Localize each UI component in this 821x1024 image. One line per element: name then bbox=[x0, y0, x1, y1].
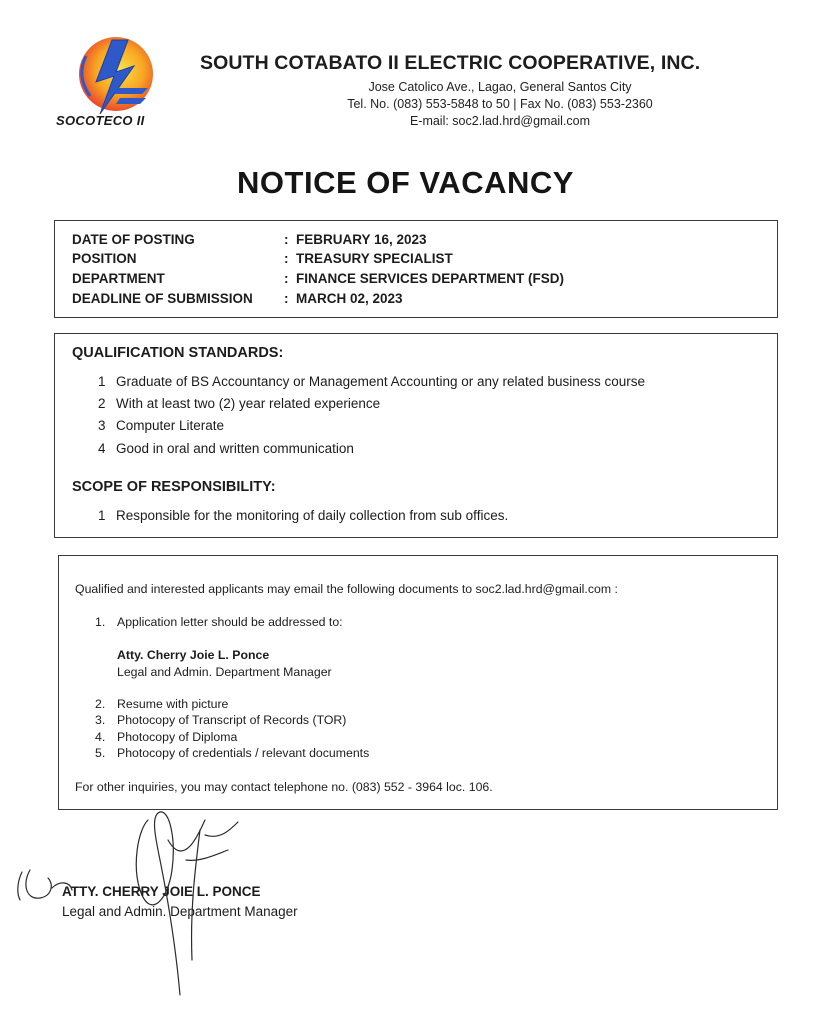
organization-phones: Tel. No. (083) 553-5848 to 50 | Fax No. (083) 553-2360 bbox=[347, 97, 653, 111]
detail-label: DEADLINE OF SUBMISSION bbox=[72, 291, 253, 306]
list-item: Photocopy of Transcript of Records (TOR) bbox=[117, 713, 347, 727]
detail-label: DATE OF POSTING bbox=[72, 232, 195, 247]
scope-heading: SCOPE OF RESPONSIBILITY: bbox=[72, 479, 276, 495]
list-item-number: 2. bbox=[95, 697, 106, 711]
organization-email: E-mail: soc2.lad.hrd@gmail.com bbox=[409, 114, 591, 128]
logo-wordmark: SOCOTECO II bbox=[56, 113, 145, 128]
detail-colon: : bbox=[284, 291, 289, 306]
list-item: Computer Literate bbox=[116, 418, 225, 433]
list-item-number: 4 bbox=[98, 441, 106, 456]
list-item: With at least two (2) year related experience bbox=[116, 396, 381, 411]
list-item-number: 4. bbox=[95, 730, 106, 744]
detail-label: DEPARTMENT bbox=[72, 271, 165, 286]
list-item: Resume with picture bbox=[117, 697, 229, 711]
detail-colon: : bbox=[284, 271, 289, 286]
detail-colon: : bbox=[284, 232, 289, 247]
list-item: Responsible for the monitoring of daily collection from sub offices. bbox=[116, 508, 509, 523]
list-item: Photocopy of credentials / relevant documents bbox=[117, 746, 370, 760]
vacancy-details-box bbox=[54, 220, 778, 318]
list-item-number: 3. bbox=[95, 713, 106, 727]
list-item: Photocopy of Diploma bbox=[117, 730, 238, 744]
list-item: Application letter should be addressed to: bbox=[117, 615, 343, 629]
page-title: NOTICE OF VACANCY bbox=[237, 165, 574, 200]
detail-colon: : bbox=[284, 251, 289, 266]
detail-value: FINANCE SERVICES DEPARTMENT (FSD) bbox=[296, 271, 565, 286]
detail-value: MARCH 02, 2023 bbox=[296, 291, 403, 306]
application-instructions-box bbox=[58, 555, 778, 810]
list-item: Graduate of BS Accountancy or Management Accounting or any related business course bbox=[116, 374, 646, 389]
addressee-name: Atty. Cherry Joie L. Ponce bbox=[117, 648, 270, 662]
application-intro: Qualified and interested applicants may email the following documents to soc2.lad.hrd@gmail.com : bbox=[75, 582, 618, 596]
list-item-number: 1 bbox=[98, 508, 106, 523]
list-item-number: 5. bbox=[95, 746, 106, 760]
signatory-name: ATTY. CHERRY JOIE L. PONCE bbox=[62, 884, 261, 899]
detail-value: FEBRUARY 16, 2023 bbox=[296, 232, 427, 247]
qualifications-box bbox=[54, 333, 778, 538]
organization-name: SOUTH COTABATO II ELECTRIC COOPERATIVE, INC. bbox=[200, 52, 701, 74]
list-item-number: 1 bbox=[98, 374, 106, 389]
contact-footer: For other inquiries, you may contact telephone no. (083) 552 - 3964 loc. 106. bbox=[75, 780, 493, 794]
handwritten-signature-icon bbox=[0, 800, 330, 1010]
list-item-number: 3 bbox=[98, 418, 106, 433]
list-item-number: 1. bbox=[95, 615, 106, 629]
qualifications-heading: QUALIFICATION STANDARDS: bbox=[72, 345, 284, 361]
list-item: Good in oral and written communication bbox=[116, 441, 354, 456]
signatory-title: Legal and Admin. Department Manager bbox=[62, 904, 298, 919]
addressee-title: Legal and Admin. Department Manager bbox=[117, 665, 332, 679]
organization-address: Jose Catolico Ave., Lagao, General Santos City bbox=[368, 80, 632, 94]
detail-value: TREASURY SPECIALIST bbox=[296, 251, 453, 266]
list-item-number: 2 bbox=[98, 396, 106, 411]
detail-label: POSITION bbox=[72, 251, 137, 266]
